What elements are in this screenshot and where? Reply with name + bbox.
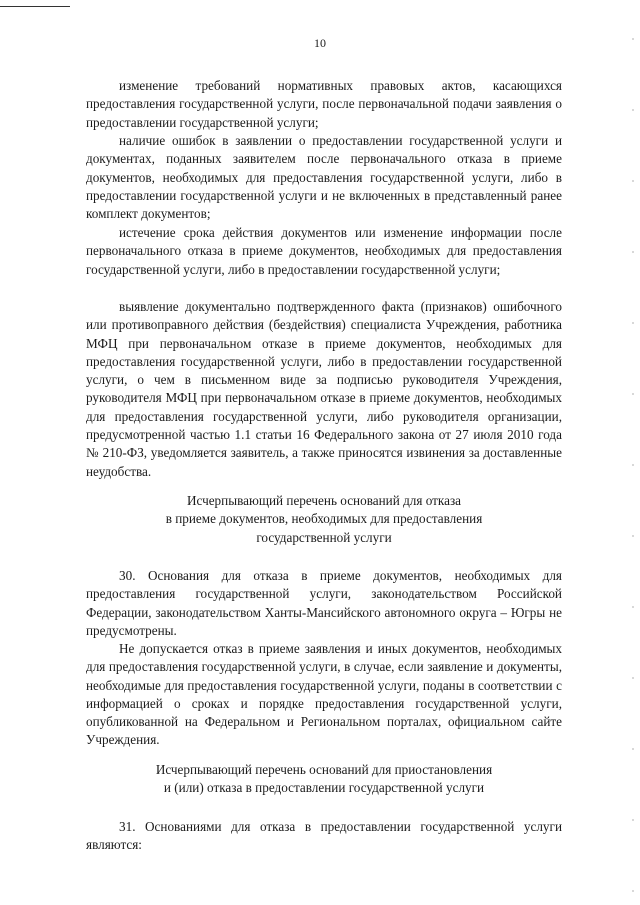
scan-edge-artifacts: [632, 0, 634, 905]
paragraph-requirements-change: изменение требований нормативных правовых актов, касающихся предоставления государственной услуги, после первоначальной подачи заявления о предоставлении государственной услуги;: [86, 78, 562, 130]
heading-line: в приеме документов, необходимых для предоставления: [165, 511, 483, 527]
paragraph-document-expiry: истечение срока действия документов или изменение информации после первоначального отказа в приеме документов, необходимых для предоставления государственной услуги, либо в предоставлении государственной услуги;: [86, 225, 562, 277]
heading-line: и (или) отказа в предоставлении государственной услуги: [163, 780, 485, 796]
paragraph-errors-in-application: наличие ошибок в заявлении о предоставлении государственной услуги и документах, поданных заявителем после первоначального отказа в приеме документов, необходимых для предоставления государственной услуги, либо в предоставлении государственной услуги и не включенных в представленный ранее комплект документов;: [86, 133, 562, 222]
paragraph-refusal-not-allowed: Не допускается отказ в приеме заявления и иных документов, необходимых для предоставления государственной услуги, в случае, если заявление и документы, необходимые для предоставления государственной услуги, поданы в соответствии с информацией о сроках и порядке предоставления государственной услуги, опубликованной на Федеральном и Региональном порталах, официальном сайте Учреждения.: [86, 641, 562, 748]
section-heading-refusal-grounds: [86, 492, 562, 547]
paragraph-unlawful-action: выявление документально подтвержденного факта (признаков) ошибочного или противоправного действия (бездействия) специалиста Учреждения, работника МФЦ при первоначальном отказе в приеме документов, необходимых для предоставления государственной услуги, либо в предоставлении государственной услуги, о чем в письменном виде за подписью руководителя Учреждения, руководителя МФЦ при первоначальном отказе в приеме документов, необходимых для предоставления государственной услуги, либо руководителя организации, предусмотренной частью 1.1 статьи 16 Федерального закона от 27 июля 2010 года № 210-ФЗ, уведомляется заявитель, а также приносятся извинения за доставленные неудобства.: [86, 299, 562, 479]
heading-line: государственной услуги: [256, 529, 392, 545]
scan-corner-mark: [0, 6, 70, 7]
paragraph-item-30: 30. Основания для отказа в приеме документов, необходимых для предоставления государственной услуги, законодательством Российской Федерации, законодательством Ханты-Мансийского автономного округа – Югры не предусмотрены.: [86, 568, 562, 638]
paragraph-item-31: 31. Основаниями для отказа в предоставлении государственной услуги являются:: [86, 819, 562, 853]
page-number: 10: [314, 36, 326, 50]
section-heading-suspension-grounds: [86, 761, 562, 798]
heading-line: Исчерпывающий перечень оснований для отказа: [186, 493, 462, 508]
heading-line: Исчерпывающий перечень оснований для приостановления: [155, 762, 493, 777]
